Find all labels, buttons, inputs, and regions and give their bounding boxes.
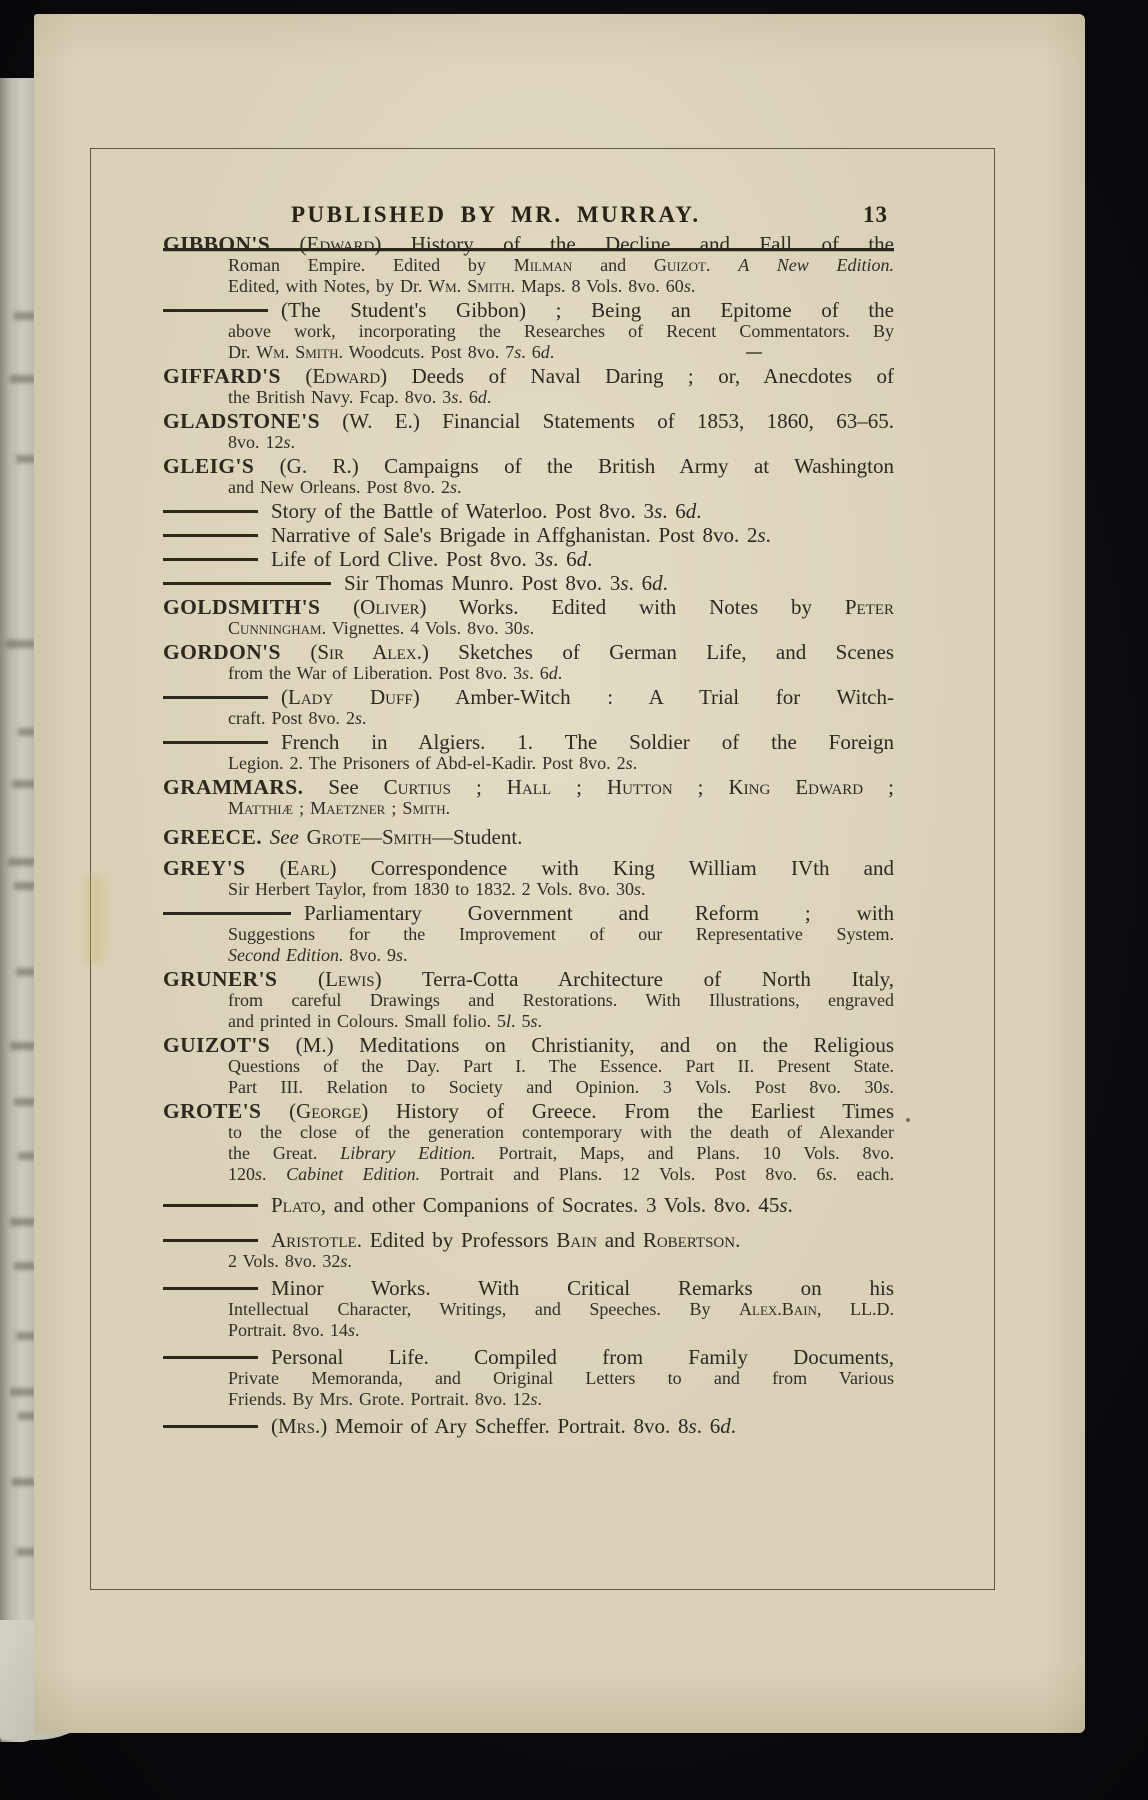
entry-line: Suggestions for the Improvement of our Representative System.	[228, 924, 894, 944]
adjacent-page-text-blur	[10, 375, 36, 383]
ditto-mark	[163, 1356, 258, 1358]
adjacent-page-text-blur	[14, 312, 36, 320]
entry-line: Second Edition. 8vo. 9s.	[228, 945, 408, 965]
ink-speck	[746, 352, 762, 354]
entry-line: Portrait. 8vo. 14s.	[228, 1320, 360, 1340]
catalog-entry	[163, 1277, 894, 1341]
ditto-mark	[163, 534, 258, 536]
entry-line: (Mrs.) Memoir of Ary Scheffer. Portrait. 8vo. 8s. 6d.	[163, 1415, 894, 1437]
entry-line: GREECE. See Grote—Smith—Student.	[163, 825, 523, 849]
entry-line: (Lady Duff) Amber-Witch : A Trial for Witch-	[163, 686, 894, 708]
ditto-mark	[163, 558, 258, 560]
catalog-entry	[163, 410, 894, 453]
catalog-entry	[163, 826, 894, 848]
entry-line: GLEIG'S (G. R.) Campaigns of the British Army at Washington	[163, 454, 894, 478]
entry-line: GREY'S (Earl) Correspondence with King William IVth and	[163, 856, 894, 880]
adjacent-page-text-blur	[12, 780, 36, 788]
entry-line: Parliamentary Government and Reform ; with	[163, 902, 894, 924]
page-number: 13	[863, 202, 888, 227]
header-title: PUBLISHED BY MR. MURRAY.	[291, 202, 701, 227]
adjacent-page-text-blur	[16, 1332, 36, 1340]
entry-line: 120s. Cabinet Edition. Portrait and Plans. 12 Vols. Post 8vo. 6s. each.	[228, 1164, 895, 1184]
catalog-entry	[163, 1100, 894, 1185]
entry-line: above work, incorporating the Researches of Recent Commentators. By	[228, 321, 894, 341]
adjacent-page-text-blur	[16, 968, 36, 976]
entry-line: GLADSTONE'S (W. E.) Financial Statements of 1853, 1860, 63–65.	[163, 409, 894, 433]
paper-stain	[84, 874, 106, 964]
entry-line: Cunningham. Vignettes. 4 Vols. 8vo. 30s.	[228, 618, 535, 638]
entry-line: craft. Post 8vo. 2s.	[228, 708, 367, 728]
catalog-entry	[163, 686, 894, 729]
ditto-mark	[163, 582, 331, 584]
adjacent-page-text-blur	[16, 455, 36, 463]
entry-line: 2 Vols. 8vo. 32s.	[228, 1251, 352, 1271]
entry-line: GIBBON'S (Edward) History of the Decline and Fall of the	[163, 232, 895, 256]
entry-line: and New Orleans. Post 8vo. 2s.	[228, 477, 462, 497]
entry-line: GUIZOT'S (M.) Meditations on Christianity, and on the Religious	[163, 1033, 894, 1057]
entry-line: from careful Drawings and Restorations. With Illustrations, engraved	[228, 990, 894, 1010]
entry-line: Roman Empire. Edited by Milman and Guizot. A New Edition.	[228, 255, 895, 275]
ditto-mark	[163, 309, 268, 311]
entry-line: from the War of Liberation. Post 8vo. 3s. 6d.	[228, 663, 563, 683]
adjacent-page-text-blur	[10, 1218, 36, 1226]
adjacent-page-text-blur	[10, 1042, 36, 1050]
catalog-entry	[163, 1194, 894, 1216]
entry-line: the British Navy. Fcap. 8vo. 3s. 6d.	[228, 387, 492, 407]
entry-line: and printed in Colours. Small folio. 5l. 5s.	[228, 1011, 543, 1031]
catalog-entry	[163, 233, 894, 297]
adjacent-page-text-blur	[12, 1478, 36, 1486]
entry-line: GOLDSMITH'S (Oliver) Works. Edited with Notes by Peter	[163, 595, 894, 619]
entry-line: Friends. By Mrs. Grote. Portrait. 8vo. 12s.	[228, 1389, 542, 1409]
catalog-entry	[163, 776, 894, 819]
adjacent-page-text-blur	[14, 882, 36, 890]
ditto-mark	[163, 1287, 258, 1289]
adjacent-page-text-blur	[14, 1262, 36, 1270]
adjacent-page-text-blur	[6, 640, 36, 648]
entry-line: GROTE'S (George) History of Greece. From the Earliest Times	[163, 1099, 894, 1123]
adjacent-page-text-blur	[10, 1388, 36, 1396]
entry-line: GORDON'S (Sir Alex.) Sketches of German Life, and Scenes	[163, 640, 894, 664]
catalog-entry	[163, 857, 894, 900]
entry-line: Personal Life. Compiled from Family Documents,	[163, 1346, 894, 1368]
ditto-mark	[163, 1239, 258, 1241]
ditto-mark	[163, 912, 291, 914]
catalog-entry	[163, 1229, 894, 1272]
catalog-entry	[163, 455, 894, 498]
ditto-mark	[163, 1425, 258, 1427]
catalog-entry	[163, 548, 894, 570]
entry-line: Sir Thomas Munro. Post 8vo. 3s. 6d.	[163, 572, 894, 594]
entry-line: the Great. Library Edition. Portrait, Maps, and Plans. 10 Vols. 8vo.	[228, 1143, 894, 1163]
entry-line: GIFFARD'S (Edward) Deeds of Naval Daring ; or, Anecdotes of	[163, 364, 894, 388]
entry-line: Part III. Relation to Society and Opinion. 3 Vols. Post 8vo. 30s.	[228, 1077, 894, 1097]
entry-line: Story of the Battle of Waterloo. Post 8vo. 3s. 6d.	[163, 500, 894, 522]
catalog-entry	[163, 1415, 894, 1437]
adjacent-page-text-blur	[14, 1098, 36, 1106]
catalog-entry	[163, 299, 894, 363]
ditto-mark	[163, 1204, 258, 1206]
entry-line: Life of Lord Clive. Post 8vo. 3s. 6d.	[163, 548, 894, 570]
entry-line: Narrative of Sale's Brigade in Affghanistan. Post 8vo. 2s.	[163, 524, 894, 546]
ink-speck	[906, 1118, 910, 1122]
catalog-entry	[163, 641, 894, 684]
entry-line: Questions of the Day. Part I. The Essence. Part II. Present State.	[228, 1056, 894, 1076]
entry-line: Private Memoranda, and Original Letters to and from Various	[228, 1368, 894, 1388]
entry-line: Sir Herbert Taylor, from 1830 to 1832. 2 Vols. 8vo. 30s.	[228, 879, 646, 899]
catalog-entry	[163, 524, 894, 546]
catalog-entry	[163, 968, 894, 1032]
entry-line: 8vo. 12s.	[228, 432, 296, 452]
catalog-entry	[163, 500, 894, 522]
entry-line: (The Student's Gibbon) ; Being an Epitome of the	[163, 299, 894, 321]
ditto-mark	[163, 696, 268, 698]
book-page	[34, 14, 1085, 1733]
entry-line: Dr. Wm. Smith. Woodcuts. Post 8vo. 7s. 6d.	[228, 342, 555, 362]
catalog-entry	[163, 596, 894, 639]
entry-line: French in Algiers. 1. The Soldier of the Foreign	[163, 731, 894, 753]
ditto-mark	[163, 510, 258, 512]
entry-line: Matthiæ ; Maetzner ; Smith.	[228, 798, 451, 818]
catalog-entry	[163, 572, 894, 594]
catalog-entry	[163, 902, 894, 966]
entry-line: Aristotle. Edited by Professors Bain and Robertson.	[163, 1229, 894, 1251]
entry-line: Plato, and other Companions of Socrates. 3 Vols. 8vo. 45s.	[163, 1194, 894, 1216]
entry-line: Intellectual Character, Writings, and Speeches. By Alex.Bain, LL.D.	[228, 1299, 894, 1319]
catalog-entry	[163, 1346, 894, 1410]
entry-line: GRAMMARS. See Curtius ; Hall ; Hutton ; King Edward ;	[163, 775, 894, 799]
adjacent-page-text-blur	[8, 858, 36, 866]
catalog-entry	[163, 365, 894, 408]
entry-line: Legion. 2. The Prisoners of Abd-el-Kadir. Post 8vo. 2s.	[228, 753, 638, 773]
adjacent-page-text-blur	[16, 1548, 36, 1556]
ditto-mark	[163, 741, 268, 743]
entry-line: Minor Works. With Critical Remarks on his	[163, 1277, 894, 1299]
entry-line: GRUNER'S (Lewis) Terra-Cotta Architecture of North Italy,	[163, 967, 895, 991]
entry-line: to the close of the generation contemporary with the death of Alexander	[228, 1122, 894, 1142]
catalog-entry	[163, 1034, 894, 1098]
catalog-entries	[163, 231, 894, 1437]
entry-line: Edited, with Notes, by Dr. Wm. Smith. Maps. 8 Vols. 8vo. 60s.	[228, 276, 696, 296]
catalog-entry	[163, 731, 894, 774]
